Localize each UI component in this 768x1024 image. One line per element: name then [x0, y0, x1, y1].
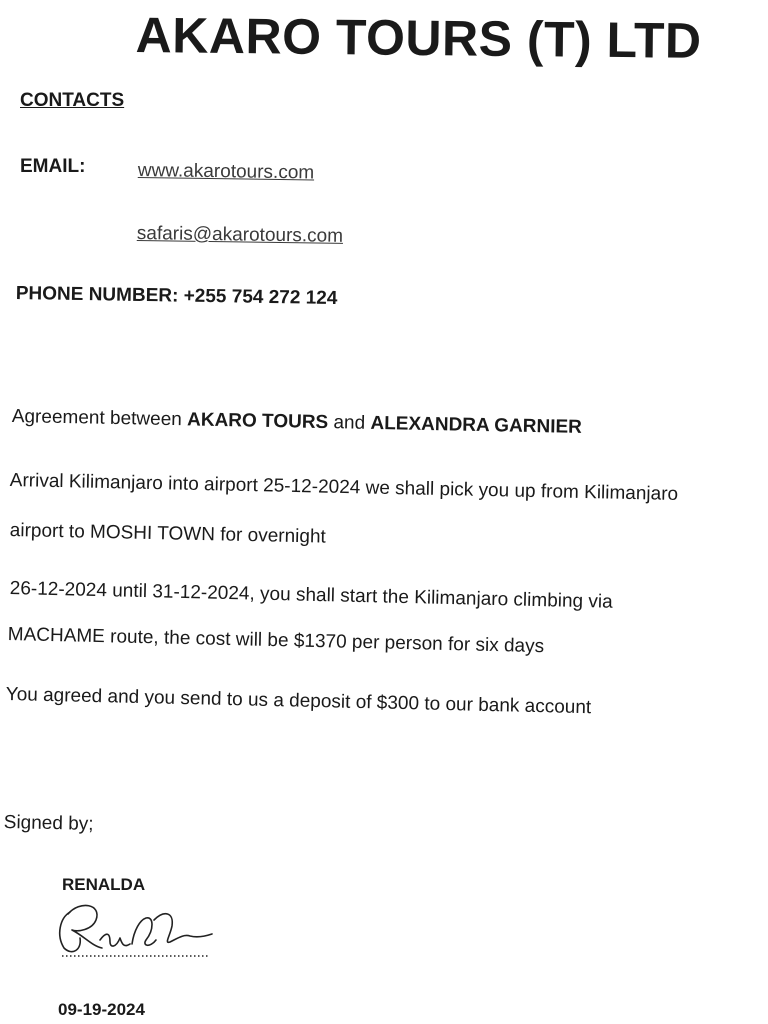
email-link[interactable]: safaris@akarotours.com: [136, 223, 344, 247]
arrival-line-1: Arrival Kilimanjaro into airport 25-12-2024 we shall pick you up from Kilimanjaro: [9, 470, 679, 505]
website-link[interactable]: www.akarotours.com: [137, 160, 315, 184]
agreement-party2: ALEXANDRA GARNIER: [370, 412, 583, 438]
contacts-heading: CONTACTS: [20, 90, 125, 111]
agreement-line: [12, 406, 583, 439]
agreement-conj: and: [333, 412, 366, 434]
company-title: AKARO TOURS (T) LTD: [135, 6, 702, 69]
email-label: EMAIL:: [20, 156, 86, 177]
agreement-party1: AKARO TOURS: [186, 409, 329, 434]
signer-name: RENALDA: [62, 875, 146, 894]
phone-number-line: [16, 283, 338, 310]
agreement-intro: Agreement between: [11, 406, 183, 431]
signature-date: 09-19-2024: [58, 1000, 145, 1019]
arrival-line-2: airport to MOSHI TOWN for overnight: [9, 520, 326, 548]
deposit-line: You agreed and you send to us a deposit of $300 to our bank account: [5, 684, 592, 719]
phone-value: +255 754 272 124: [183, 285, 338, 310]
climb-line-1: 26-12-2024 until 31-12-2024, you shall start the Kilimanjaro climbing via: [9, 578, 613, 613]
phone-label: PHONE NUMBER:: [15, 283, 179, 307]
handwritten-signature: [50, 890, 230, 970]
signed-by-label: Signed by;: [3, 812, 94, 835]
climb-line-2: MACHAME route, the cost will be $1370 per person for six days: [7, 624, 545, 658]
